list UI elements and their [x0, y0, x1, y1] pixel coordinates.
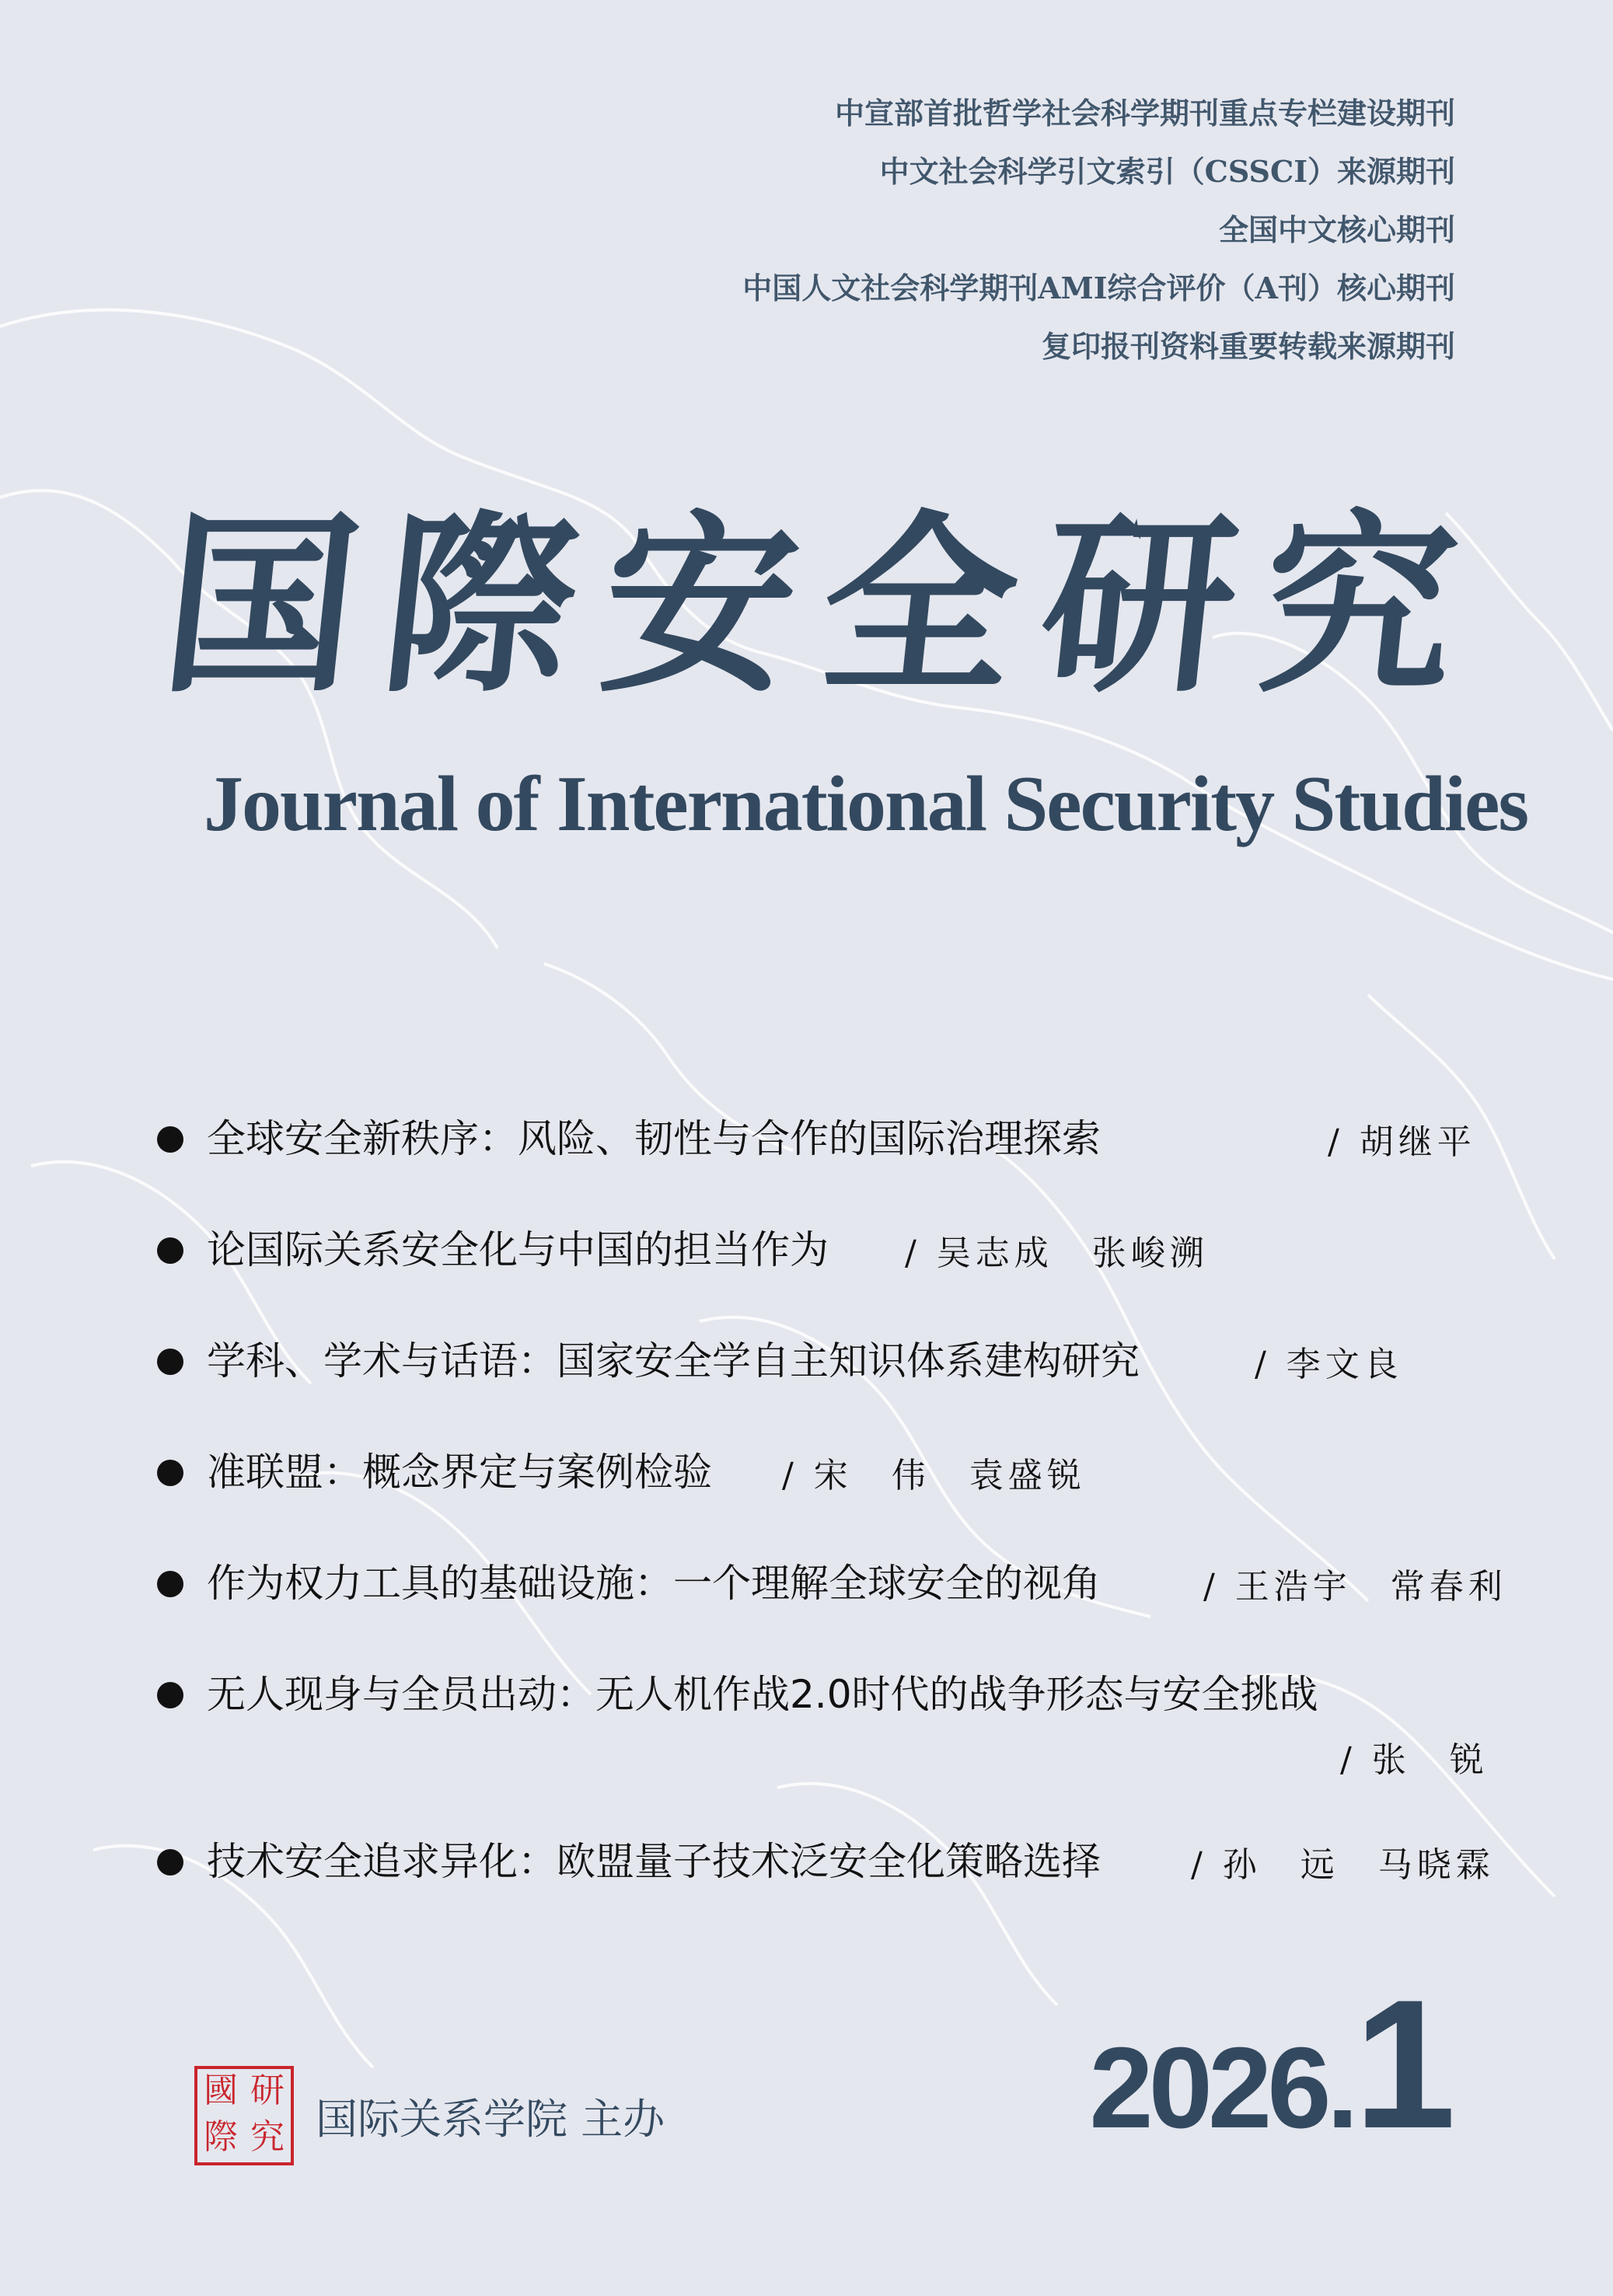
issue-number: [1089, 1959, 1451, 2170]
article-author: / 吴志成 张峻溯: [905, 1233, 1209, 1273]
article-title: 无人现身与全员出动：无人机作战2.0时代的战争形态与安全挑战: [207, 1672, 1318, 1717]
title-char: 研: [1031, 493, 1248, 719]
bullet-icon: [157, 1571, 183, 1597]
title-char: 国: [152, 493, 370, 719]
seal-char: 究: [250, 2117, 285, 2157]
article-title: 学科、学术与话语：国家安全学自主知识体系建构研究: [207, 1338, 1140, 1384]
title-char: 際: [372, 493, 589, 719]
title-char: 究: [1250, 493, 1468, 719]
article-author: / 张 锐: [1340, 1740, 1489, 1780]
title-char: 安: [592, 493, 809, 719]
title-char: 全: [811, 493, 1028, 719]
indexing-item: 全国中文核心期刊: [1218, 212, 1455, 247]
article-title: 作为权力工具的基础设施：一个理解全球安全的视角: [207, 1561, 1101, 1606]
bullet-icon: [157, 1849, 183, 1876]
issue-year: 2026.: [1089, 2024, 1354, 2152]
article-title: 技术安全追求异化：欧盟量子技术泛安全化策略选择: [207, 1839, 1101, 1884]
indexing-item: 中宣部首批哲学社会科学期刊重点专栏建设期刊: [834, 96, 1455, 131]
seal-char: 研: [250, 2071, 285, 2110]
indexing-item: 复印报刊资料重要转载来源期刊: [1041, 329, 1455, 364]
publisher-block: [194, 2066, 665, 2165]
article-author: / 王浩宇 常春利: [1203, 1567, 1507, 1607]
indexing-item: 中国人文社会科学期刊AMI综合评价（A刊）核心期刊: [742, 270, 1455, 305]
article-title: 论国际关系安全化与中国的担当作为: [207, 1227, 829, 1272]
article-title: 全球安全新秩序：风险、韧性与合作的国际治理探索: [207, 1116, 1101, 1161]
article-title: 准联盟：概念界定与案例检验: [207, 1450, 712, 1495]
issue-no: 1: [1353, 1962, 1451, 2167]
seal-char: 際: [204, 2117, 238, 2157]
bullet-icon: [157, 1682, 183, 1708]
seal-char: 國: [204, 2071, 238, 2110]
seal-logo: [194, 2066, 294, 2165]
journal-title-english: Journal of International Security Studies: [204, 760, 1528, 848]
bullet-icon: [157, 1237, 183, 1264]
article-author: / 宋 伟 袁盛锐: [782, 1456, 1086, 1495]
journal-title-chinese: [152, 493, 1468, 719]
indexing-list: [742, 84, 1455, 375]
publisher-name: 国际关系学院 主办: [316, 2094, 665, 2144]
bullet-icon: [157, 1349, 183, 1375]
article-author: / 李文良: [1255, 1345, 1403, 1384]
indexing-item: 中文社会科学引文索引（CSSCI）来源期刊: [879, 154, 1455, 189]
article-author: / 胡继平: [1328, 1122, 1476, 1162]
article-author: / 孙 远 马晓霖: [1191, 1845, 1495, 1885]
bullet-icon: [157, 1460, 183, 1486]
bullet-icon: [157, 1126, 183, 1153]
